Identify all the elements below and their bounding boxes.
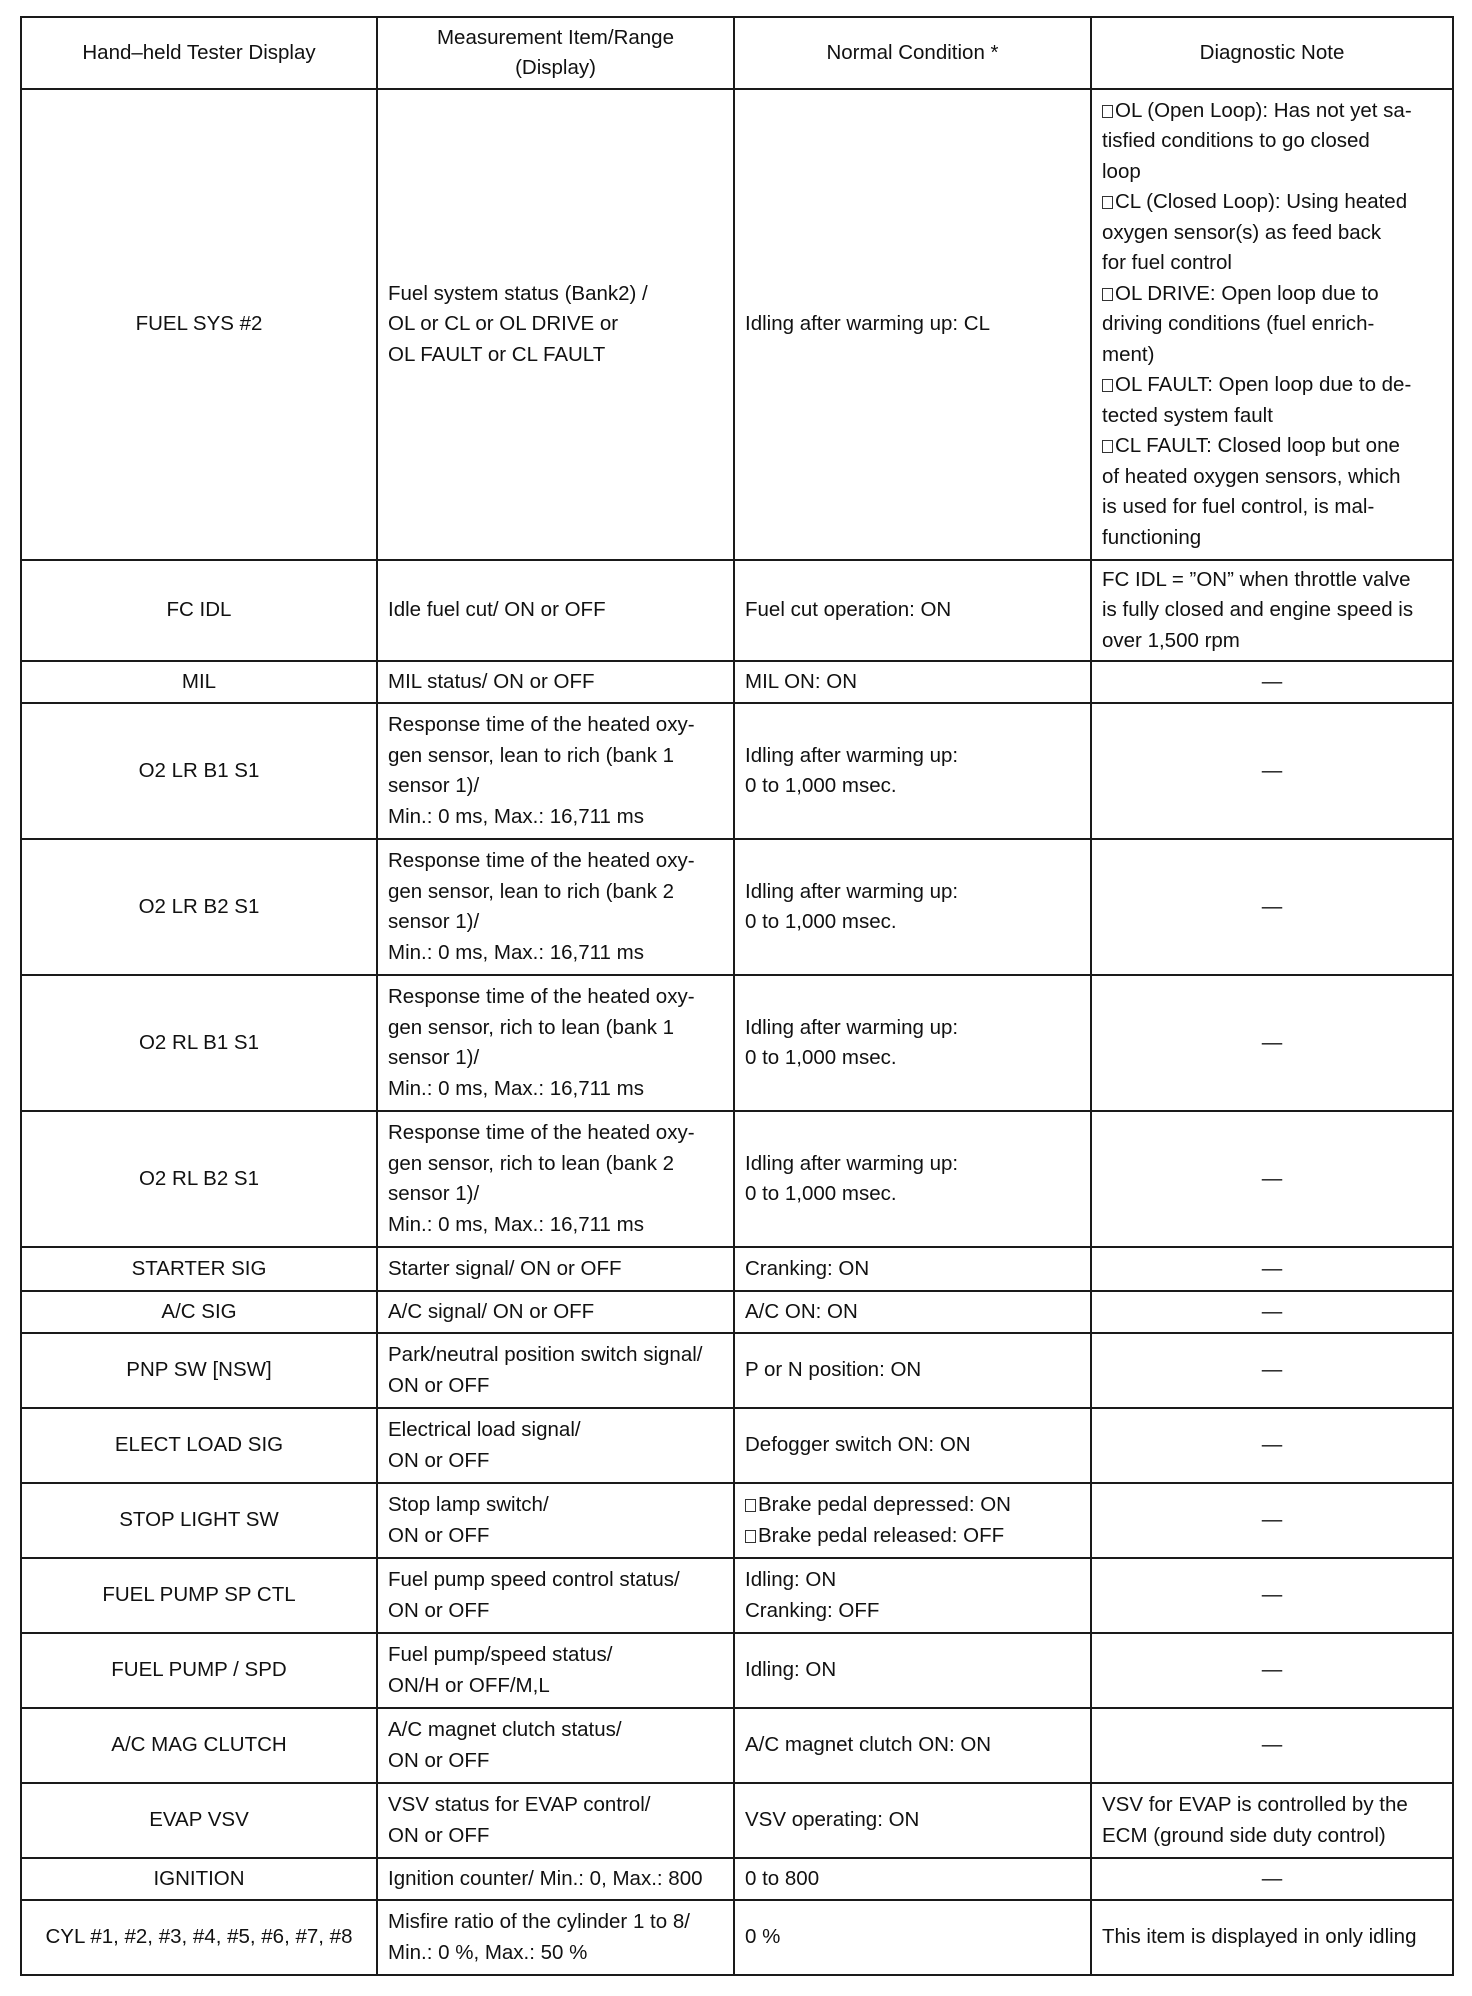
cell-diagnostic-note: — <box>1091 1291 1453 1333</box>
cell-normal-condition <box>734 839 1091 975</box>
measurement-text: Misfire ratio of the cylinder 1 to 8/ <box>388 1910 690 1933</box>
cell-diagnostic-note: — <box>1091 1858 1453 1900</box>
measurement-text: OL or CL or OL DRIVE or <box>388 312 619 336</box>
cell-normal-condition <box>734 1858 1091 1900</box>
measurement-text: Min.: 0 %, Max.: 50 % <box>388 1940 588 1964</box>
cell-diagnostic-note: — <box>1091 703 1453 839</box>
checkbox-icon <box>745 1530 756 1543</box>
display-text: EVAP VSV <box>149 1808 249 1832</box>
normal-text: Idling after warming up: <box>745 1015 959 1039</box>
cell-normal-condition <box>734 1900 1091 1975</box>
display-text: O2 RL B1 S1 <box>138 1030 260 1054</box>
header-diagnostic-note <box>1091 17 1453 89</box>
header-text: Normal Condition * <box>826 40 999 64</box>
normal-text: Cranking: OFF <box>745 1598 880 1622</box>
normal-text: Brake pedal released: OFF <box>758 1523 1005 1547</box>
cell-diagnostic-note <box>1091 560 1453 661</box>
cell-measurement-item <box>377 1111 734 1247</box>
table-header-row <box>21 17 1453 89</box>
cell-tester-display <box>21 1408 377 1483</box>
cell-tester-display <box>21 1558 377 1633</box>
header-normal-condition <box>734 17 1091 89</box>
cell-measurement-item <box>377 975 734 1111</box>
cell-measurement-item <box>377 661 734 703</box>
checkbox-item <box>745 1490 1080 1521</box>
normal-text: 0 to 1,000 msec. <box>745 1046 897 1069</box>
normal-text: Idling after warming up: <box>745 1151 959 1175</box>
cell-normal-condition <box>734 1708 1091 1783</box>
note-line: OL (Open Loop): Has not yet sa- <box>1115 98 1412 122</box>
cell-normal-condition <box>734 975 1091 1111</box>
display-text: FUEL PUMP SP CTL <box>102 1583 296 1607</box>
measurement-text: Min.: 0 ms, Max.: 16,711 ms <box>388 1076 644 1100</box>
cell-normal-condition <box>734 89 1091 560</box>
note-line: OL FAULT: Open loop due to de- <box>1115 373 1412 397</box>
normal-text: P or N position: ON <box>745 1358 922 1382</box>
cell-normal-condition <box>734 1633 1091 1708</box>
measurement-text: Park/neutral position switch signal/ <box>388 1343 703 1366</box>
cell-diagnostic-note <box>1091 1900 1453 1975</box>
normal-text: 0 to 1,000 msec. <box>745 774 897 797</box>
cell-tester-display <box>21 1633 377 1708</box>
measurement-text: Response time of the heated oxy- <box>388 1121 695 1144</box>
note-line: CL (Closed Loop): Using heated <box>1115 190 1408 214</box>
table-row <box>21 1111 1453 1247</box>
cell-diagnostic-note <box>1091 1783 1453 1858</box>
table-row <box>21 1483 1453 1558</box>
cell-tester-display <box>21 1858 377 1900</box>
cell-normal-condition <box>734 1783 1091 1858</box>
note-text <box>1102 96 1442 127</box>
display-text: IGNITION <box>153 1866 245 1890</box>
checkbox-icon <box>1102 379 1113 392</box>
display-text: ELECT LOAD SIG <box>114 1433 284 1457</box>
note-text <box>1102 248 1442 279</box>
cell-normal-condition <box>734 1291 1091 1333</box>
note-text: This item is displayed in only idling <box>1102 1925 1417 1949</box>
measurement-text: Ignition counter/ Min.: 0, Max.: 800 <box>388 1866 703 1890</box>
cell-tester-display <box>21 1783 377 1858</box>
display-text: PNP SW [NSW] <box>126 1358 272 1382</box>
cell-tester-display <box>21 703 377 839</box>
table-row <box>21 1858 1453 1900</box>
measurement-text: ON or OFF <box>388 1598 490 1622</box>
data-list-sheet <box>20 16 1452 1976</box>
note-text: ECM (ground side duty control) <box>1102 1823 1386 1847</box>
header-tester-display <box>21 17 377 89</box>
table-row <box>21 1633 1453 1708</box>
measurement-text: gen sensor, rich to lean (bank 1 <box>388 1015 675 1039</box>
checkbox-icon <box>1102 196 1113 209</box>
cell-diagnostic-note: — <box>1091 1708 1453 1783</box>
display-text: MIL <box>181 669 217 693</box>
normal-text: 0 to 1,000 msec. <box>745 910 897 933</box>
cell-tester-display <box>21 1291 377 1333</box>
cell-diagnostic-note: — <box>1091 1111 1453 1247</box>
table-row <box>21 1783 1453 1858</box>
note-text: over 1,500 rpm <box>1102 628 1240 652</box>
normal-text: VSV operating: ON <box>745 1808 920 1832</box>
display-text: FC IDL <box>166 598 232 622</box>
note-text <box>1102 492 1442 523</box>
cell-tester-display <box>21 560 377 661</box>
cell-diagnostic-note: — <box>1091 1333 1453 1408</box>
note-line: ment) <box>1102 342 1155 366</box>
measurement-text: Electrical load signal/ <box>388 1418 581 1441</box>
table-row <box>21 661 1453 703</box>
measurement-text: VSV status for EVAP control/ <box>388 1793 651 1816</box>
cell-diagnostic-note: — <box>1091 839 1453 975</box>
cell-diagnostic-note: — <box>1091 1408 1453 1483</box>
cell-measurement-item <box>377 1858 734 1900</box>
note-text <box>1102 218 1442 249</box>
note-line: tected system fault <box>1102 403 1273 427</box>
display-text: FUEL SYS #2 <box>135 312 263 336</box>
checkbox-icon <box>1102 440 1113 453</box>
note-line: for fuel control <box>1102 251 1232 275</box>
table-row <box>21 1708 1453 1783</box>
measurement-text: Min.: 0 ms, Max.: 16,711 ms <box>388 1212 644 1236</box>
measurement-text: Response time of the heated oxy- <box>388 849 695 872</box>
table-row <box>21 1408 1453 1483</box>
measurement-text: Response time of the heated oxy- <box>388 985 695 1008</box>
cell-normal-condition <box>734 1408 1091 1483</box>
measurement-text: Min.: 0 ms, Max.: 16,711 ms <box>388 804 644 828</box>
cell-diagnostic-note: — <box>1091 1247 1453 1291</box>
table-body <box>21 89 1453 1975</box>
checkbox-icon <box>1102 105 1113 118</box>
measurement-text: ON or OFF <box>388 1373 490 1397</box>
normal-text: Cranking: ON <box>745 1256 870 1280</box>
measurement-text: gen sensor, rich to lean (bank 2 <box>388 1151 675 1175</box>
note-line: driving conditions (fuel enrich- <box>1102 312 1375 336</box>
cell-measurement-item <box>377 89 734 560</box>
normal-text: 0 % <box>745 1925 781 1949</box>
cell-tester-display <box>21 975 377 1111</box>
display-text: CYL #1, #2, #3, #4, #5, #6, #7, #8 <box>45 1925 353 1949</box>
cell-measurement-item <box>377 1247 734 1291</box>
measurement-text: sensor 1)/ <box>388 1046 480 1069</box>
display-text: O2 RL B2 S1 <box>138 1166 260 1190</box>
normal-text: Fuel cut operation: ON <box>745 598 952 622</box>
display-text: A/C MAG CLUTCH <box>111 1733 287 1757</box>
measurement-text: A/C magnet clutch status/ <box>388 1718 622 1741</box>
cell-normal-condition <box>734 1247 1091 1291</box>
note-text <box>1102 187 1442 218</box>
normal-text: 0 to 1,000 msec. <box>745 1182 897 1205</box>
cell-diagnostic-note: — <box>1091 661 1453 703</box>
table-row <box>21 1291 1453 1333</box>
cell-tester-display <box>21 89 377 560</box>
cell-tester-display <box>21 661 377 703</box>
cell-tester-display <box>21 839 377 975</box>
display-text: O2 LR B1 S1 <box>138 758 260 782</box>
note-text <box>1102 279 1442 310</box>
note-line: of heated oxygen sensors, which <box>1102 464 1401 488</box>
cell-measurement-item <box>377 703 734 839</box>
measurement-text: Stop lamp switch/ <box>388 1493 549 1516</box>
normal-text: Idling: ON <box>745 1568 837 1591</box>
measurement-text: ON or OFF <box>388 1823 490 1847</box>
table-row <box>21 839 1453 975</box>
table-row <box>21 560 1453 661</box>
measurement-text: gen sensor, lean to rich (bank 1 <box>388 743 675 767</box>
measurement-text: ON/H or OFF/M,L <box>388 1673 550 1697</box>
cell-measurement-item <box>377 1783 734 1858</box>
display-text: STOP LIGHT SW <box>119 1508 279 1532</box>
measurement-text: Response time of the heated oxy- <box>388 713 695 736</box>
display-text: FUEL PUMP / SPD <box>111 1658 287 1682</box>
note-line: is used for fuel control, is mal- <box>1102 495 1375 519</box>
cell-normal-condition <box>734 1558 1091 1633</box>
data-list-table <box>20 16 1454 1976</box>
cell-tester-display <box>21 1708 377 1783</box>
cell-tester-display <box>21 1900 377 1975</box>
header-text: Diagnostic Note <box>1199 40 1345 64</box>
cell-diagnostic-note: — <box>1091 1633 1453 1708</box>
cell-measurement-item <box>377 1633 734 1708</box>
measurement-text: Fuel pump speed control status/ <box>388 1568 680 1591</box>
normal-text: Brake pedal depressed: ON <box>758 1493 1011 1516</box>
cell-normal-condition <box>734 560 1091 661</box>
note-line: loop <box>1102 159 1141 183</box>
note-text: VSV for EVAP is controlled by the <box>1102 1793 1408 1816</box>
cell-measurement-item <box>377 1900 734 1975</box>
note-line: OL DRIVE: Open loop due to <box>1115 281 1379 305</box>
cell-tester-display <box>21 1483 377 1558</box>
cell-measurement-item <box>377 1708 734 1783</box>
normal-text: Idling after warming up: <box>745 879 959 903</box>
table-row <box>21 1247 1453 1291</box>
measurement-text: MIL status/ ON or OFF <box>388 669 595 693</box>
cell-tester-display <box>21 1333 377 1408</box>
note-text <box>1102 523 1442 554</box>
display-text: A/C SIG <box>161 1299 237 1323</box>
cell-diagnostic-note: — <box>1091 975 1453 1111</box>
measurement-text: Idle fuel cut/ ON or OFF <box>388 598 606 622</box>
cell-measurement-item <box>377 1291 734 1333</box>
note-text <box>1102 401 1442 432</box>
measurement-text: sensor 1)/ <box>388 910 480 933</box>
cell-tester-display <box>21 1247 377 1291</box>
measurement-text: gen sensor, lean to rich (bank 2 <box>388 879 675 903</box>
measurement-text: ON or OFF <box>388 1748 490 1772</box>
cell-measurement-item <box>377 1558 734 1633</box>
measurement-text: OL FAULT or CL FAULT <box>388 342 606 366</box>
header-measurement-item <box>377 17 734 89</box>
table-row <box>21 89 1453 560</box>
measurement-text: A/C signal/ ON or OFF <box>388 1299 595 1323</box>
note-text <box>1102 126 1442 157</box>
note-text: FC IDL = ”ON” when throttle valve <box>1102 567 1411 591</box>
measurement-text: sensor 1)/ <box>388 774 480 797</box>
table-row <box>21 703 1453 839</box>
measurement-text: Fuel system status (Bank2) / <box>388 281 648 305</box>
measurement-text: ON or OFF <box>388 1448 490 1472</box>
normal-text: A/C ON: ON <box>745 1299 858 1323</box>
cell-normal-condition <box>734 703 1091 839</box>
measurement-text: ON or OFF <box>388 1523 490 1547</box>
header-text: Measurement Item/Range <box>436 25 674 49</box>
note-text <box>1102 309 1442 340</box>
table-row <box>21 1558 1453 1633</box>
normal-text: Idling: ON <box>745 1658 837 1682</box>
cell-measurement-item <box>377 1483 734 1558</box>
table-row <box>21 1900 1453 1975</box>
cell-tester-display <box>21 1111 377 1247</box>
measurement-text: Min.: 0 ms, Max.: 16,711 ms <box>388 940 644 964</box>
cell-measurement-item <box>377 1408 734 1483</box>
normal-text: 0 to 800 <box>745 1866 820 1890</box>
normal-text: Defogger switch ON: ON <box>745 1433 971 1457</box>
checkbox-icon <box>745 1499 756 1512</box>
cell-measurement-item <box>377 839 734 975</box>
display-text: STARTER SIG <box>131 1256 267 1280</box>
cell-diagnostic-note: — <box>1091 1558 1453 1633</box>
measurement-text: sensor 1)/ <box>388 1182 480 1205</box>
note-text <box>1102 340 1442 371</box>
checkbox-item <box>745 1521 1080 1552</box>
cell-normal-condition <box>734 1111 1091 1247</box>
note-text <box>1102 462 1442 493</box>
checkbox-icon <box>1102 288 1113 301</box>
normal-text: A/C magnet clutch ON: ON <box>745 1733 992 1757</box>
cell-normal-condition <box>734 1483 1091 1558</box>
header-text: (Display) <box>515 56 596 79</box>
note-text <box>1102 370 1442 401</box>
header-text: Hand–held Tester Display <box>82 40 316 64</box>
table-row <box>21 1333 1453 1408</box>
cell-measurement-item <box>377 560 734 661</box>
normal-text: Idling after warming up: <box>745 743 959 767</box>
note-text <box>1102 157 1442 188</box>
table-row <box>21 975 1453 1111</box>
cell-measurement-item <box>377 1333 734 1408</box>
normal-text: MIL ON: ON <box>745 669 857 693</box>
note-line: tisfied conditions to go closed <box>1102 129 1370 153</box>
measurement-text: Starter signal/ ON or OFF <box>388 1256 622 1280</box>
cell-diagnostic-note: — <box>1091 1483 1453 1558</box>
cell-normal-condition <box>734 1333 1091 1408</box>
note-text: is fully closed and engine speed is <box>1102 598 1414 622</box>
measurement-text: Fuel pump/speed status/ <box>388 1643 613 1666</box>
note-line: oxygen sensor(s) as feed back <box>1102 220 1382 244</box>
note-text <box>1102 431 1442 462</box>
note-line: functioning <box>1102 525 1202 549</box>
cell-normal-condition <box>734 661 1091 703</box>
display-text: O2 LR B2 S1 <box>138 894 260 918</box>
cell-diagnostic-note <box>1091 89 1453 560</box>
note-line: CL FAULT: Closed loop but one <box>1115 434 1400 458</box>
normal-text: Idling after warming up: CL <box>745 312 990 336</box>
